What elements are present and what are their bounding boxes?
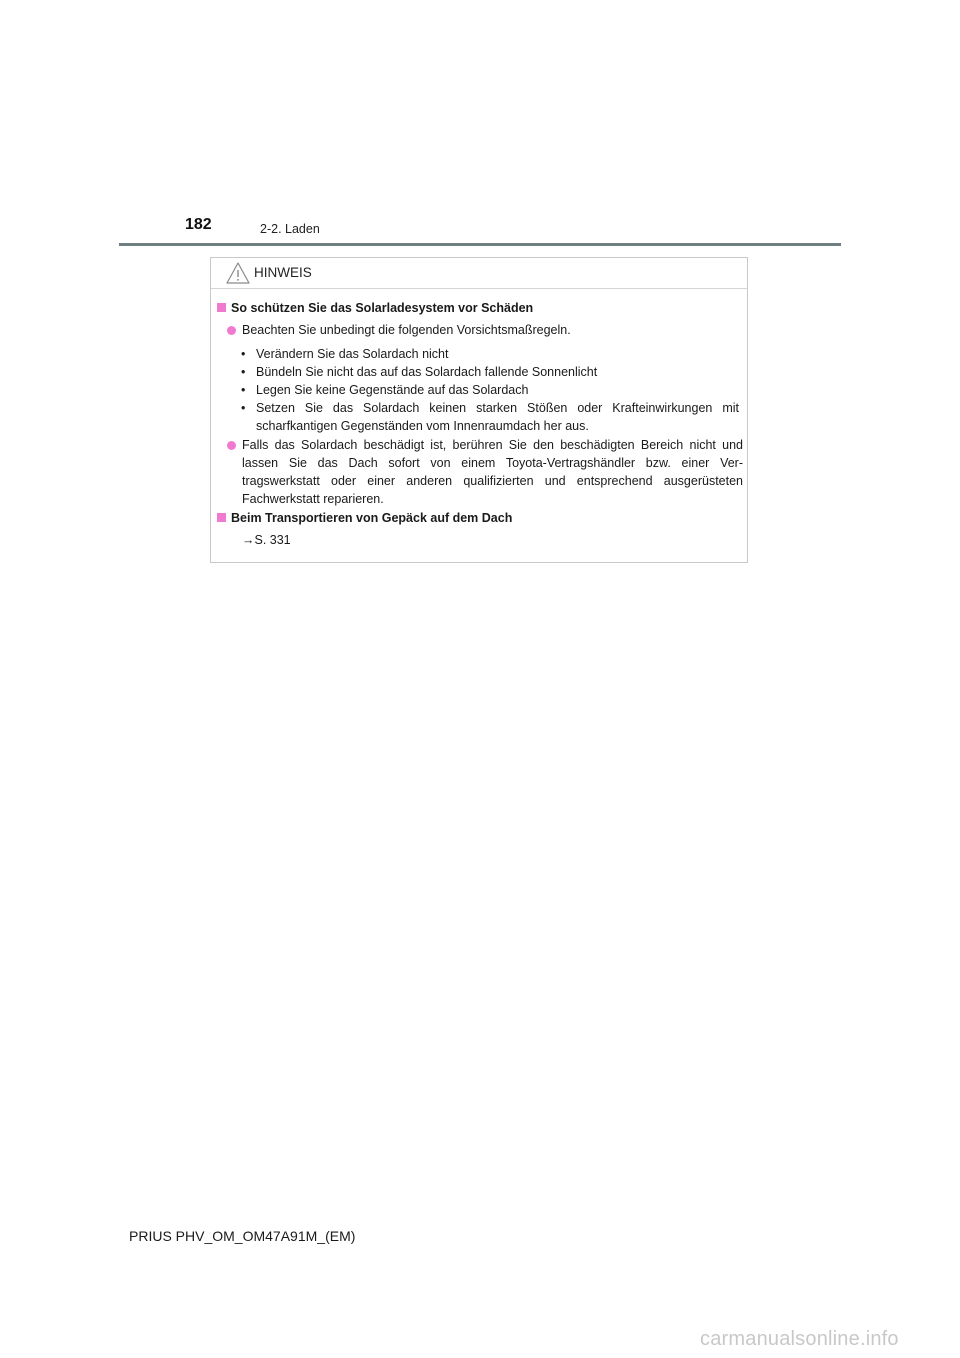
- watermark: carmanualsonline.info: [700, 1328, 899, 1350]
- section-heading-text: So schützen Sie das Solarladesystem vor Schäden: [231, 301, 534, 315]
- section-heading: [217, 301, 533, 315]
- round-bullet-icon: [227, 441, 236, 450]
- bullet-text: Beachten Sie unbedingt die folgenden Vorsichtsmaßregeln.: [242, 323, 571, 337]
- section-heading: [217, 511, 512, 525]
- sub-item-text: Bündeln Sie nicht das auf das Solardach fallende Sonnenlicht: [256, 365, 598, 379]
- warning-triangle-icon: [225, 261, 251, 285]
- notice-header: [211, 258, 747, 289]
- round-bullet-icon: [227, 326, 236, 335]
- sub-item-text: Legen Sie keine Gegenstände auf das Solardach: [256, 383, 529, 397]
- header-rule: [119, 243, 841, 246]
- bullet-text: Falls das Solardach beschädigt ist, berühren Sie den beschädigten Bereich nicht und lassen Sie das Dach sofort von einem Toyota-Vertragshändler bzw. einer Ver-tragswerkstatt oder einer anderen qualifizierten und entsprechend ausgerüsteten Fachwerkstatt reparieren.: [242, 438, 743, 506]
- sub-item-marker: •: [241, 347, 246, 361]
- square-bullet-icon: [217, 303, 226, 312]
- document-code: PRIUS PHV_OM_OM47A91M_(EM): [129, 1228, 356, 1244]
- page-reference-link[interactable]: →S. 331: [242, 533, 291, 547]
- sub-item-marker: •: [241, 365, 246, 379]
- sub-item-marker: •: [241, 383, 246, 397]
- section-heading-text: Beim Transportieren von Gepäck auf dem Dach: [231, 511, 513, 525]
- sub-item-text: Setzen Sie das Solardach keinen starken Stößen oder Krafteinwirkungen mit scharfkantigen Gegenständen vom Innenraumdach her aus.: [256, 401, 739, 433]
- notice-title: HINWEIS: [254, 265, 312, 280]
- section-title: 2-2. Laden: [260, 222, 320, 236]
- sub-list-item: [241, 363, 741, 381]
- square-bullet-icon: [217, 513, 226, 522]
- sub-list-item: [241, 345, 741, 363]
- notice-box: [210, 257, 748, 563]
- page-number: 182: [185, 216, 212, 233]
- sub-item-text: Verändern Sie das Solardach nicht: [256, 347, 449, 361]
- sub-item-marker: •: [241, 401, 246, 415]
- sub-list-item: [241, 381, 741, 399]
- sub-list-item: [241, 399, 741, 435]
